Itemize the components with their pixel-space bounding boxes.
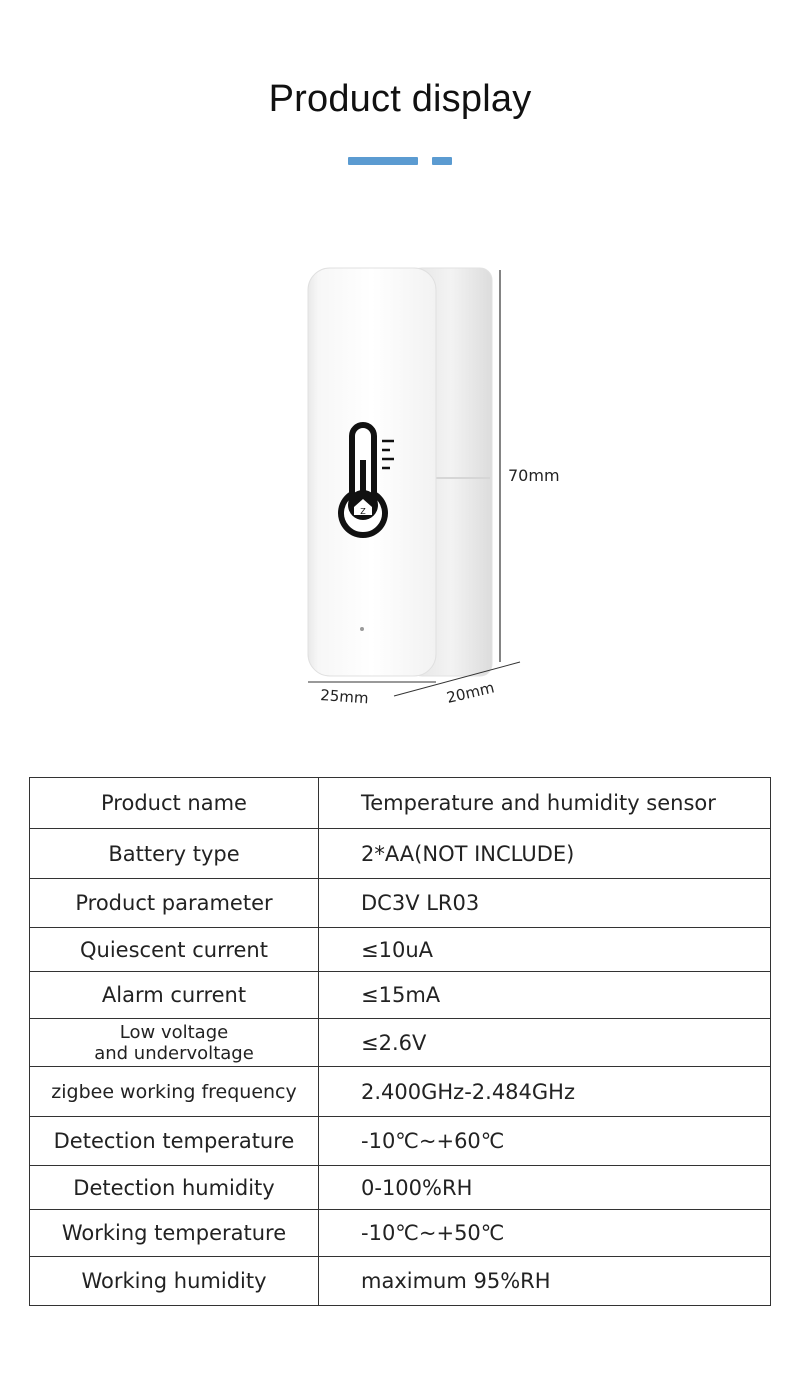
spec-value: -10℃~+50℃ [319,1210,771,1257]
table-row [30,1210,771,1257]
spec-label: Working temperature [30,1210,319,1257]
height-label: 70mm [508,466,560,485]
page-title: Product display [268,78,532,120]
title-accent-bar-short [432,157,452,165]
spec-label: Battery type [30,829,319,879]
spec-value: -10℃~+60℃ [319,1117,771,1166]
spec-value: ≤10uA [319,928,771,972]
spec-label-line: Low voltage [119,1021,229,1043]
table-row [30,1257,771,1306]
table-row [30,879,771,928]
spec-label: Detection humidity [30,1166,319,1210]
spec-value: ≤2.6V [319,1019,771,1067]
title-accent-bar-long [348,157,418,165]
spec-value: maximum 95%RH [319,1257,771,1306]
spec-label: Working humidity [30,1257,319,1306]
spec-label: Detection temperature [30,1117,319,1166]
led-indicator [360,627,364,631]
depth-label: 20mm [444,678,496,707]
spec-label [30,1019,319,1067]
spec-label: Quiescent current [30,928,319,972]
spec-label: zigbee working frequency [30,1067,319,1117]
table-row [30,972,771,1019]
spec-value: Temperature and humidity sensor [319,778,771,829]
product-image [290,260,580,720]
spec-value: 2.400GHz-2.484GHz [319,1067,771,1117]
table-row [30,778,771,829]
spec-value: ≤15mA [319,972,771,1019]
spec-label: Product parameter [30,879,319,928]
spec-table [29,777,771,1306]
width-label: 25mm [319,686,370,708]
table-row [30,829,771,879]
svg-text:Z: Z [360,507,366,516]
spec-value: 2*AA(NOT INCLUDE) [319,829,771,879]
spec-value: DC3V LR03 [319,879,771,928]
spec-label-line: and undervoltage [94,1042,254,1064]
table-row [30,928,771,972]
spec-value: 0-100%RH [319,1166,771,1210]
table-row [30,1019,771,1067]
table-row [30,1166,771,1210]
spec-label: Product name [30,778,319,829]
table-row [30,1117,771,1166]
spec-label: Alarm current [30,972,319,1019]
table-row [30,1067,771,1117]
